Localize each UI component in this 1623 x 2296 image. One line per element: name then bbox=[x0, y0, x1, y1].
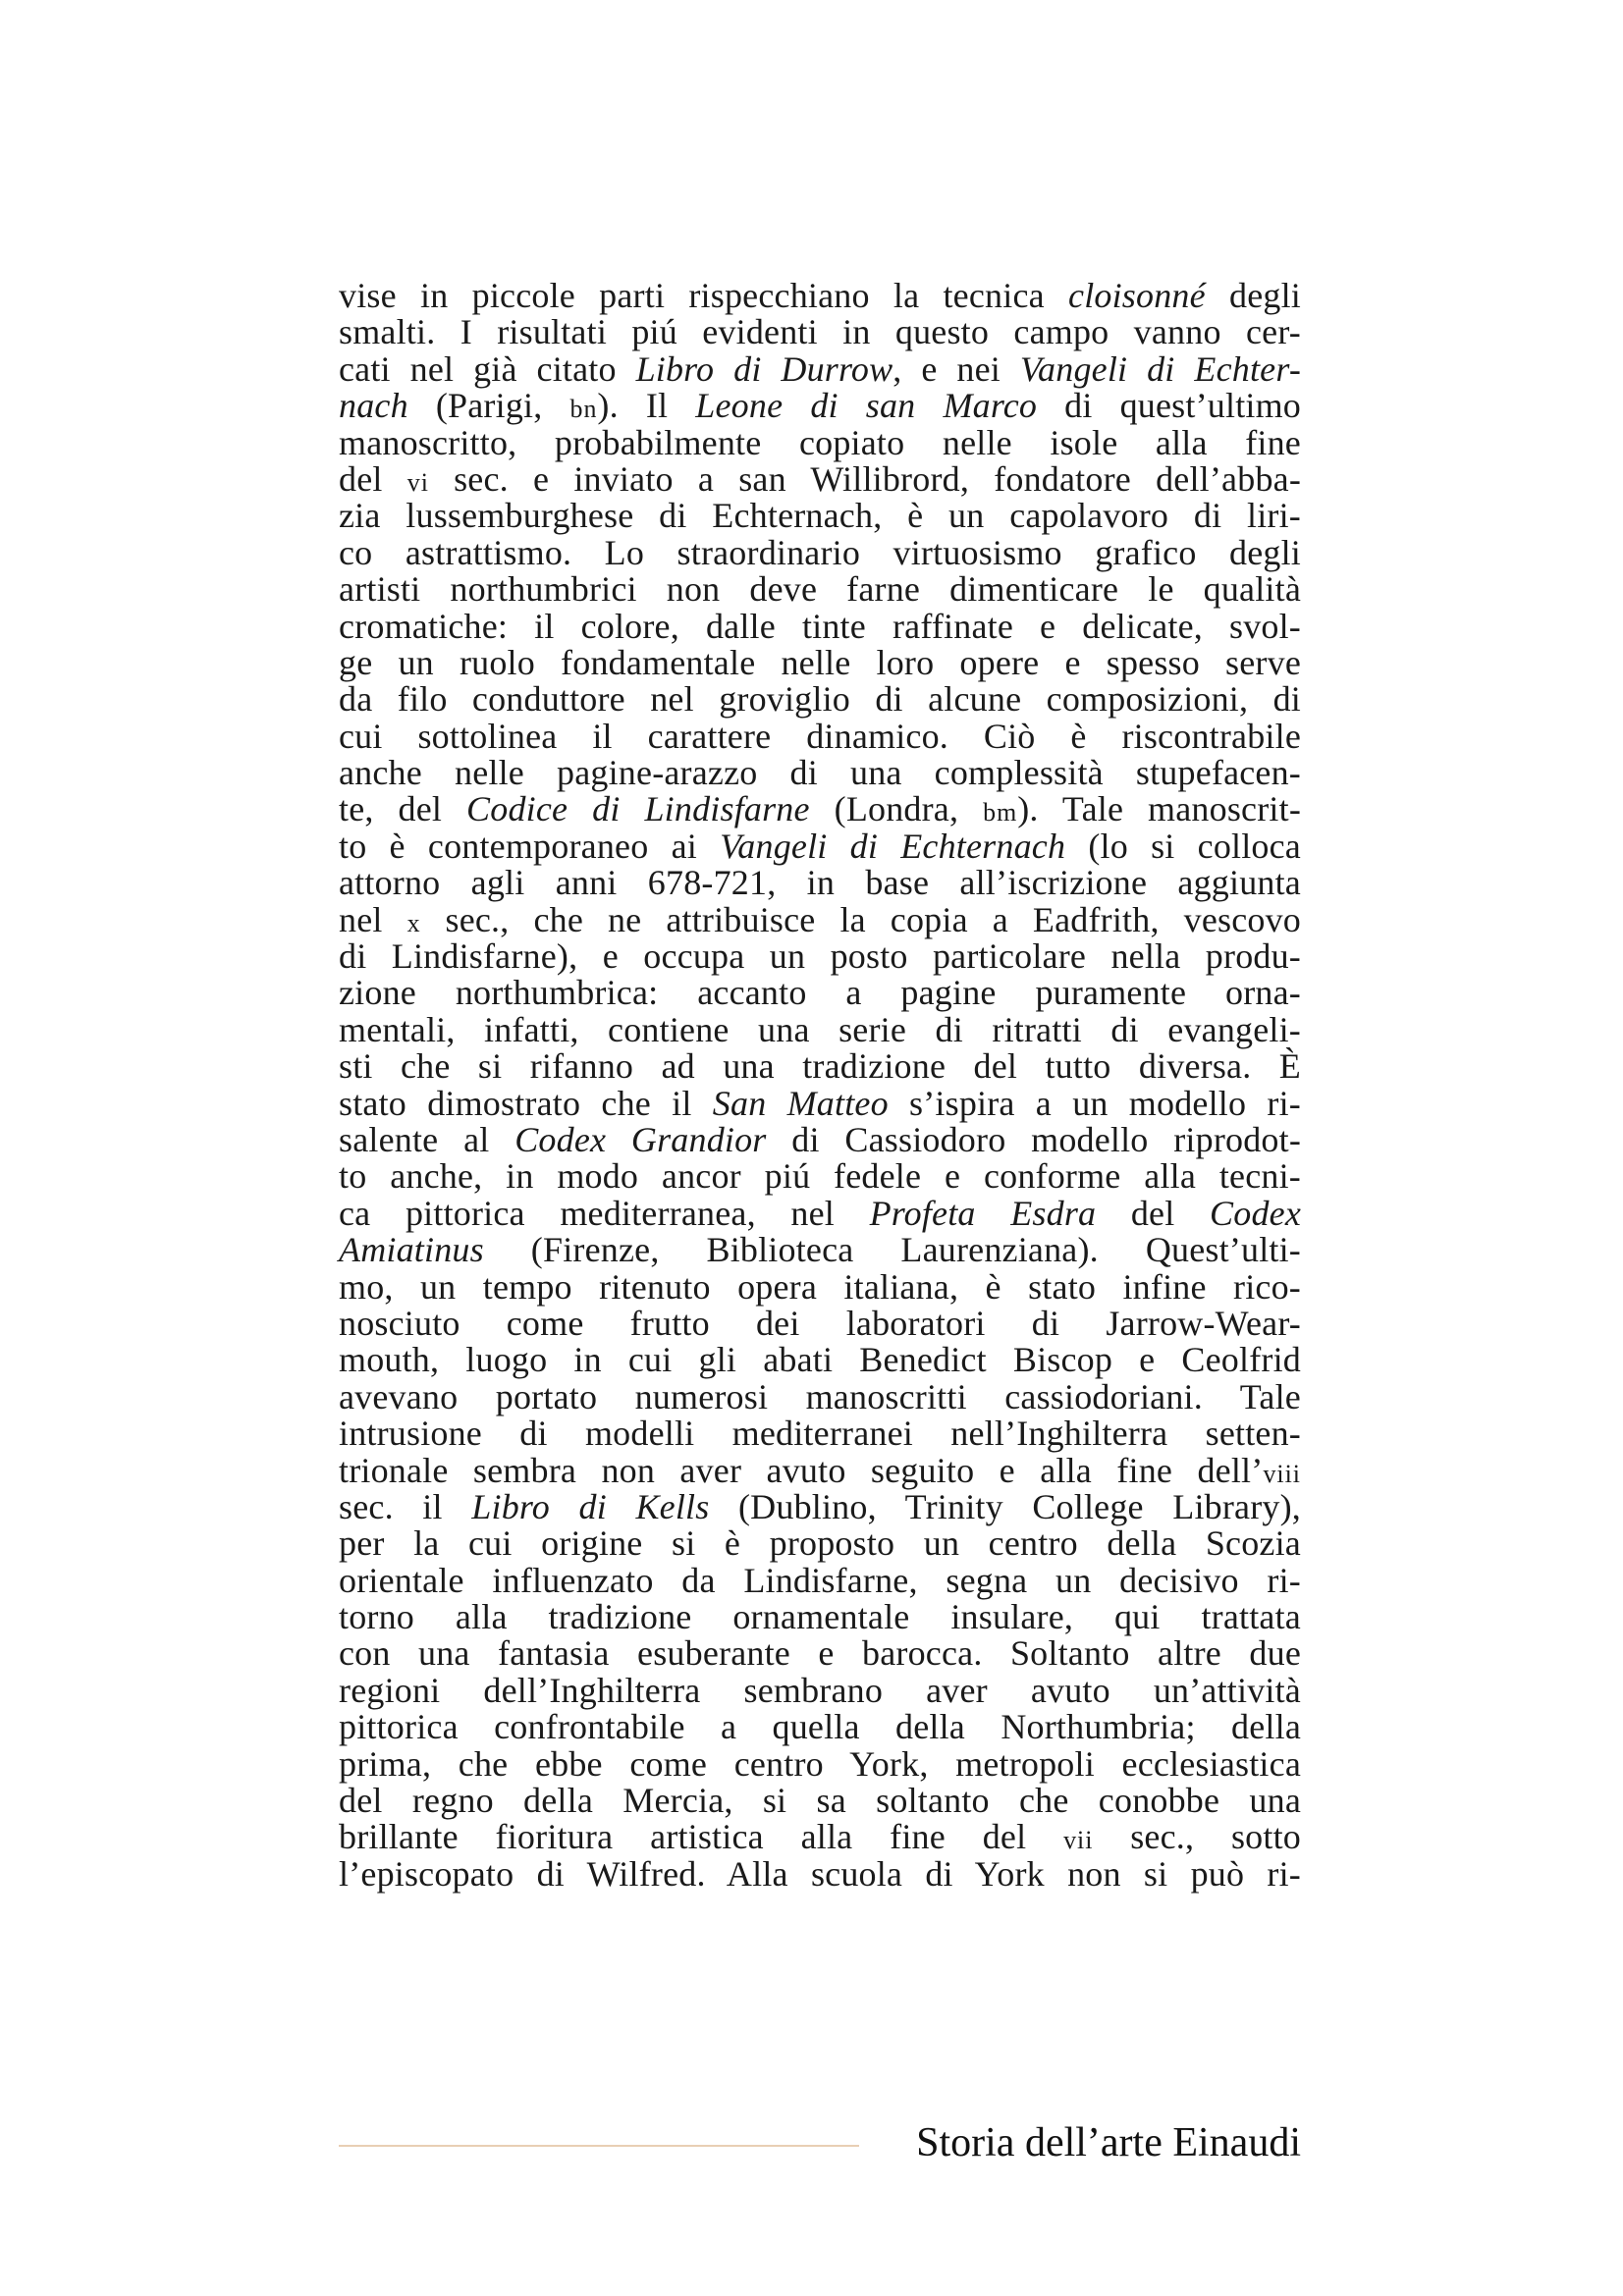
text-line bbox=[339, 422, 1301, 462]
text-run: ge un ruolo fondamentale nelle loro opere e spesso serve bbox=[339, 642, 1301, 682]
italic-title: San Matteo bbox=[712, 1083, 889, 1123]
text-line bbox=[339, 278, 1301, 314]
text-run: sec. e inviato a san Willibrord, fondatore dell’abba- bbox=[428, 458, 1302, 499]
text-run: per la cui origine si è proposto un centro della Scozia bbox=[339, 1523, 1301, 1564]
text-line bbox=[339, 1232, 1301, 1268]
text-line bbox=[339, 1342, 1301, 1378]
small-caps-text: x bbox=[406, 908, 421, 937]
text-run: del regno della Mercia, si sa soltanto che conobbe una bbox=[339, 1781, 1301, 1821]
text-line bbox=[339, 1083, 1301, 1123]
text-line bbox=[339, 1819, 1301, 1855]
text-run: attorno agli anni 678-721, in base all’iscrizione aggiunta bbox=[339, 863, 1301, 903]
italic-title: Libro di Durrow bbox=[635, 348, 893, 389]
text-run: prima, che ebbe come centro York, metropoli ecclesiastica bbox=[339, 1743, 1301, 1784]
italic-title: Codex bbox=[1210, 1193, 1302, 1233]
text-run: artisti northumbrici non deve farne dimenticare le qualità bbox=[339, 569, 1301, 610]
text-line bbox=[339, 606, 1301, 646]
text-line bbox=[339, 498, 1301, 534]
italic-title: Codice di Lindisfarne bbox=[466, 789, 810, 829]
text-line bbox=[339, 1853, 1301, 1894]
text-run: zia lussemburghese di Echternach, è un capolavoro di liri- bbox=[339, 496, 1301, 536]
text-run: pittorica confrontabile a quella della Northumbria; della bbox=[339, 1707, 1301, 1747]
text-line bbox=[339, 1450, 1301, 1490]
italic-title: Vangeli di Echternach bbox=[720, 826, 1066, 866]
text-line bbox=[339, 975, 1301, 1011]
text-run: torno alla tradizione ornamentale insulare, qui trattata bbox=[339, 1597, 1301, 1637]
text-line bbox=[339, 571, 1301, 608]
text-line bbox=[339, 1743, 1301, 1784]
text-run: trionale sembra non aver avuto seguito e alla fine dell’ bbox=[339, 1450, 1264, 1490]
text-line bbox=[339, 1376, 1301, 1416]
text-line bbox=[339, 458, 1302, 499]
text-line bbox=[339, 755, 1301, 791]
text-run: mo, un tempo ritenuto opera italiana, è stato infine rico- bbox=[339, 1266, 1301, 1307]
text-line bbox=[339, 348, 1302, 389]
text-run: regioni dell’Inghilterra sembrano aver avuto un’attività bbox=[339, 1670, 1301, 1710]
text-run: stato dimostrato che il bbox=[339, 1083, 713, 1123]
text-line bbox=[339, 1266, 1301, 1307]
text-run: anche nelle pagine-arazzo di una complessità stupefacen- bbox=[339, 753, 1301, 793]
text-run: intrusione di modelli mediterranei nell’Inghilterra setten- bbox=[339, 1414, 1301, 1454]
small-caps-text: viii bbox=[1263, 1459, 1301, 1488]
small-caps-text: vi bbox=[406, 467, 429, 497]
text-line bbox=[339, 1635, 1301, 1672]
text-run: mentali, infatti, contiene una serie di ritratti di evangeli- bbox=[339, 1009, 1301, 1049]
page-footer bbox=[339, 2115, 1301, 2174]
text-line bbox=[339, 314, 1301, 350]
text-line bbox=[339, 1303, 1301, 1343]
text-line bbox=[339, 642, 1301, 682]
text-run: degli bbox=[1205, 276, 1301, 315]
text-line bbox=[339, 1415, 1301, 1452]
text-run: cati nel già citato bbox=[339, 348, 636, 389]
text-line bbox=[339, 1048, 1301, 1085]
small-caps-text: bm bbox=[983, 798, 1018, 828]
text-run: sec., che ne attribuisce la copia a Eadfrith, vescovo bbox=[420, 899, 1301, 939]
text-run: orientale influenzato da Lindisfarne, segna un decisivo ri- bbox=[339, 1560, 1301, 1600]
text-run: sti che si rifanno ad una tradizione del tutto diversa. È bbox=[339, 1046, 1301, 1087]
text-line bbox=[339, 899, 1301, 939]
text-run: co astrattismo. Lo straordinario virtuosismo grafico degli bbox=[339, 532, 1301, 572]
text-run: , e nei bbox=[893, 348, 1020, 389]
text-run: l’episcopato di Wilfred. Alla scuola di York non si può ri- bbox=[339, 1853, 1301, 1894]
text-run: brillante fioritura artistica alla fine del bbox=[339, 1817, 1064, 1857]
text-run: smalti. I risultati piú evidenti in questo campo vanno cer- bbox=[339, 312, 1301, 352]
text-run: (Londra, bbox=[809, 789, 984, 829]
text-run: ca pittorica mediterranea, nel bbox=[339, 1193, 870, 1233]
text-run: nel bbox=[339, 899, 407, 939]
text-run: manoscritto, probabilmente copiato nelle isole alla fine bbox=[339, 422, 1301, 462]
italic-title: cloisonné bbox=[1068, 276, 1206, 315]
text-run: nosciuto come frutto dei laboratori di Jarrow-Wear- bbox=[339, 1303, 1301, 1343]
text-line bbox=[339, 938, 1301, 975]
text-line bbox=[339, 681, 1301, 718]
text-run: avevano portato numerosi manoscritti cassiodoriani. Tale bbox=[339, 1376, 1301, 1416]
italic-title: Leone di san Marco bbox=[695, 386, 1038, 426]
text-line bbox=[339, 1119, 1302, 1159]
text-run: zione northumbrica: accanto a pagine puramente orna- bbox=[339, 973, 1301, 1013]
text-run: cui sottolinea il carattere dinamico. Ciò è riscontrabile bbox=[339, 716, 1301, 756]
text-run: vise in piccole parti rispecchiano la tecnica bbox=[339, 276, 1069, 315]
text-line bbox=[339, 532, 1301, 572]
text-run: to è contemporaneo ai bbox=[339, 826, 721, 866]
text-run: con una fantasia esuberante e barocca. Soltanto altre due bbox=[339, 1633, 1301, 1674]
text-line bbox=[339, 1670, 1301, 1710]
text-run: mouth, luogo in cui gli abati Benedict Biscop e Ceolfrid bbox=[339, 1340, 1301, 1380]
text-line bbox=[339, 1599, 1301, 1635]
text-line bbox=[339, 1525, 1301, 1562]
text-run: ). Tale manoscrit- bbox=[1017, 789, 1302, 829]
text-line bbox=[339, 1709, 1301, 1745]
text-line bbox=[339, 388, 1301, 424]
text-run: sec., sotto bbox=[1093, 1817, 1301, 1857]
text-line bbox=[339, 865, 1301, 901]
text-line bbox=[339, 1560, 1301, 1600]
text-run: (Dublino, Trinity College Library), bbox=[709, 1486, 1301, 1526]
italic-title: Libro di Kells bbox=[471, 1486, 710, 1526]
text-run: del bbox=[1096, 1193, 1211, 1233]
text-run: salente al bbox=[339, 1119, 515, 1159]
text-line bbox=[339, 716, 1301, 756]
small-caps-text: bn bbox=[569, 395, 598, 424]
italic-title: Vangeli di Echter- bbox=[1019, 348, 1302, 389]
text-run: di Lindisfarne), e occupa un posto particolare nella produ- bbox=[339, 936, 1301, 977]
italic-title: Amiatinus bbox=[339, 1230, 484, 1270]
italic-title: Profeta Esdra bbox=[869, 1193, 1097, 1233]
text-line bbox=[339, 1193, 1302, 1233]
italic-title: nach bbox=[339, 386, 408, 426]
body-text bbox=[339, 278, 1301, 1893]
text-run: (Parigi, bbox=[407, 386, 570, 426]
text-line bbox=[339, 1158, 1301, 1195]
footer-rule bbox=[339, 2145, 859, 2147]
text-run: del bbox=[339, 458, 407, 499]
text-run: di Cassiodoro modello riprodot- bbox=[766, 1119, 1302, 1159]
italic-title: Codex Grandior bbox=[514, 1119, 767, 1159]
text-line bbox=[339, 1486, 1301, 1526]
text-run: to anche, in modo ancor piú fedele e conforme alla tecni- bbox=[339, 1156, 1301, 1197]
text-run: te, del bbox=[339, 789, 467, 829]
text-run: (Firenze, Biblioteca Laurenziana). Quest’ulti- bbox=[483, 1230, 1301, 1270]
text-line bbox=[339, 1783, 1301, 1819]
text-run: sec. il bbox=[339, 1486, 472, 1526]
text-run: di quest’ultimo bbox=[1037, 386, 1301, 426]
text-run: (lo si colloca bbox=[1065, 826, 1301, 866]
small-caps-text: vii bbox=[1063, 1826, 1094, 1855]
text-run: ). Il bbox=[597, 386, 696, 426]
text-run: s’ispira a un modello ri- bbox=[888, 1083, 1301, 1123]
text-run: da filo conduttore nel groviglio di alcune composizioni, di bbox=[339, 679, 1301, 720]
text-line bbox=[339, 1009, 1301, 1049]
text-line bbox=[339, 791, 1301, 828]
footer-title: Storia dell’arte Einaudi bbox=[916, 2120, 1301, 2165]
text-line bbox=[339, 828, 1301, 865]
text-run: cromatiche: il colore, dalle tinte raffinate e delicate, svol- bbox=[339, 606, 1301, 646]
